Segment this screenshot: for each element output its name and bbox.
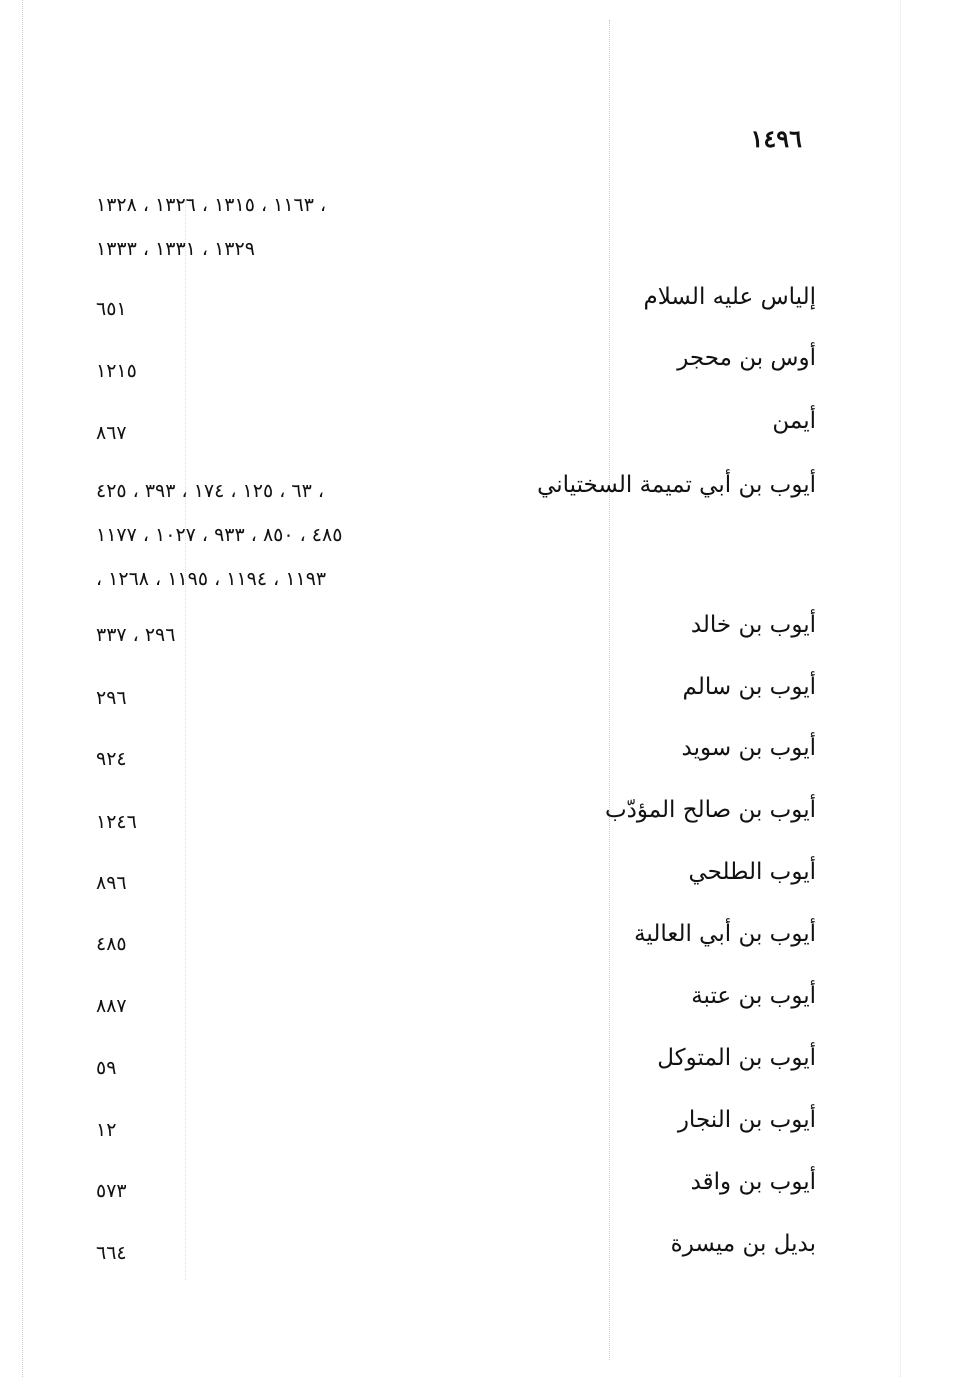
reference-line: ٥٧٣ [96,1180,127,1202]
index-entry-references [96,356,446,400]
index-entry-references [96,1238,446,1282]
reference-line: ١٢٤٦ [96,811,137,833]
reference-line: ١٢١٥ [96,360,137,382]
index-entry-name: أيوب بن عتبة [691,983,816,1009]
index-entry-name: بديل بن ميسرة [670,1231,816,1257]
index-entry-name: أيوب بن المتوكل [657,1045,816,1071]
index-entry-name: أيوب بن النجار [677,1107,816,1133]
index-entry-references [96,683,446,727]
index-entry-references [96,1115,446,1159]
index-entry-references [96,620,446,664]
reference-line: ٨٩٦ [96,872,127,894]
index-entry-references [96,991,446,1035]
index-entry-name: أيوب بن أبي العالية [634,921,816,947]
reference-line: ١٣٢٩ ، ١٣٣١ ، ١٣٣٣ [96,238,255,260]
index-entry-name: أيوب بن سويد [681,735,816,761]
index-entry-name: إلياس عليه السلام [643,284,816,310]
index-entry-name: أيوب بن سالم [682,674,816,700]
page-number: ١٤٩٦ [750,124,802,153]
index-entry-references [96,1176,446,1220]
index-entry-name: أيوب بن أبي تميمة السختياني [537,472,816,498]
index-entry-name: أيوب بن صالح المؤدّب [604,797,816,823]
index-entry-name: أيمن [772,408,816,434]
index-entry-name: أيوب الطلحي [688,859,816,885]
reference-line: ٦٦٤ [96,1242,127,1264]
reference-line: ٤٨٥ ، ٨٥٠ ، ٩٣٣ ، ١٠٢٧ ، ١١٧٧ [96,524,343,546]
continued-references [96,190,446,278]
reference-line: ٢٩٦ [96,687,127,709]
scan-dotted-line [22,0,23,1377]
index-entry-name: أوس بن محجر [677,345,816,371]
reference-line: ٦٥١ [96,298,127,320]
reference-line: ٨٦٧ [96,422,127,444]
reference-line: ٨٨٧ [96,995,127,1017]
reference-line: ٤٨٥ [96,933,127,955]
reference-line: ، ١١٩٣ ، ١١٩٤ ، ١١٩٥ ، ١٢٦٨ [96,568,327,590]
reference-line: ٥٩ [96,1057,117,1079]
reference-line: ١١٦٣ ، ١٣١٥ ، ١٣٢٦ ، ١٣٢٨ ، [96,194,327,216]
scan-dotted-line [900,0,901,1377]
index-entry-references [96,1053,446,1097]
reference-line: ٢٩٦ ، ٣٣٧ [96,624,176,646]
index-entry-references [96,294,446,338]
index-entry-name: أيوب بن واقد [690,1169,816,1195]
index-entry-references [96,418,446,462]
index-entry-name: أيوب بن خالد [690,612,816,638]
index-entry-references [96,868,446,912]
scan-dotted-line [609,20,610,1360]
index-entry-references [96,929,446,973]
index-entry-references [96,476,446,608]
reference-line: ٩٢٤ [96,748,127,770]
reference-line: ١٢ [96,1119,117,1141]
index-entry-references [96,744,446,788]
index-entry-references [96,807,446,851]
reference-line: ٦٣ ، ١٢٥ ، ١٧٤ ، ٣٩٣ ، ٤٢٥ ، [96,480,324,502]
